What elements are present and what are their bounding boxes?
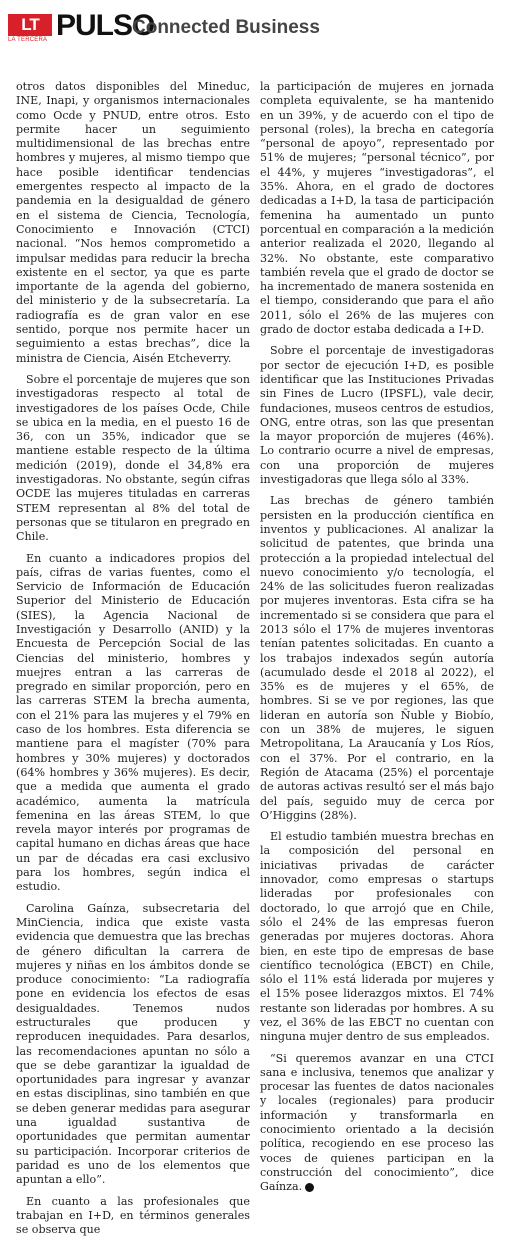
publication-title: PULSO — [56, 9, 155, 42]
section-title: Connected Business — [132, 17, 320, 38]
page-header — [0, 0, 512, 52]
paragraph: Las brechas de género también persisten en la producción científica en inventos y publicaciones. Al analizar la solicitud de patentes, que brinda una protección a la propiedad intelectual del nuevo conocimiento y/o tecnología, el 24% de las solicitudes fueron realizadas por mujeres inventoras. Esta cifra se ha incrementado si se considera que para el 2013 sólo el 17% de mujeres inventoras tenían patentes solicitadas. En cuanto a los trabajos indexados según autoría (acumulado desde el 2018 al 2022), el 35% es de mujeres y el 65%, de hombres. Si se ve por regiones, las que lideran en autoría son Ñuble y Biobío, con un 38% de mujeres, le siguen Metropolitana, La Araucanía y Los Ríos, con el 37%. Por el contrario, en la Región de Atacama (25%) el porcentaje de autoras activas resultó ser el más bajo del país, seguido muy de cerca por O’Higgins (28%). — [260, 494, 494, 822]
paragraph: Sobre el porcentaje de investigadoras por sector de ejecución I+D, es posible identificar que las Instituciones Privadas sin Fines de Lucro (IPSFL), vale decir, fundaciones, museos centros de estudios, ONG, entre otras, son las que presentan la mayor proporción de mujeres (46%). Lo contrario ocurre a nivel de empresas, con una proporción de mujeres investigadoras que llega sólo al 33%. — [260, 344, 495, 487]
paragraph-final — [260, 1052, 494, 1195]
article-column-right — [260, 80, 494, 1202]
paragraph: otros datos disponibles del Mineduc, INE, Inapi, y organismos internacionales como Ocde y PNUD, entre otros. Esto permite hacer un seguimiento multidimensional de las brechas entre hombres y mujeres, al mismo tiempo que hace posible identificar tendencias emergentes respecto al impacto de la pandemia en la desigualdad de género en el sistema de Ciencia, Tecnología, Conocimiento e Innovación (CTCI) nacional. “Nos hemos comprometido a impulsar medidas para reducir la brecha existente en el sector, ya que es parte importante de la agenda del gobierno, del ministerio y de la subsecretaría. La radiografía es de gran valor en ese sentido, porque nos permite hacer un seguimiento a estas brechas”, dice la ministra de Ciencia, Aisén Etcheverry. — [16, 80, 250, 365]
paragraph: Carolina Gaínza, subsecretaria del MinCiencia, indica que existe vasta evidencia que demuestra que las brechas de género dificultan la carrera de mujeres y niñas en los ámbitos donde se produce conocimiento: “La radiografía pone en evidencia los efectos de esas desigualdades. Tenemos nudos estructurales que producen y reproducen inequidades. Para desarlos, las recomendaciones apuntan no sólo a que se debe garantizar la igualdad de oportunidades para ingresar y avanzar en estas disciplinas, sino también en que se deben generar medidas para asegurar una igualdad sustantiva de oportunidades que permitan aumentar su participación. Incorporar criterios de paridad es uno de los elementos que apuntan a ello”. — [16, 901, 250, 1187]
paragraph: la participación de mujeres en jornada completa equivalente, se ha mantenido en un 39%, y de acuerdo con el tipo de personal (roles), la brecha en categoría “personal de apoyo”, representado por 51% de mujeres; “personal técnico”, por el 44%, y mujeres “investigadoras”, el 35%. Ahora, en el grado de doctores dedicadas a I+D, la tasa de participación femenina ha aumentado un punto porcentual en comparación a la medición anterior realizada el 2020, llegando al 32%. No obstante, este comparativo también revela que el grado de doctor se ha incrementado de manera sostenida en el tiempo, considerando que para el año 2011, sólo el 26% de las mujeres con grado de doctor estaba dedicada a I+D. — [260, 80, 494, 337]
paragraph: En cuanto a indicadores propios del país, cifras de varias fuentes, como el Servicio de Información de Educación Superior del Ministerio de Educación (SIES), la Agencia Nacional de Investigación y Desarrollo (ANID) y la Encuesta de Percepción Social de las Ciencias del ministerio, hombres y muejres entran a las carreras de pregrado en similar proporción, pero en las carreras STEM la brecha aumenta, con el 21% para las mujeres y el 79% en caso de los hombres. Esta diferencia se mantiene para el magíster (70% para hombres y 30% mujeres) y doctorados (64% hombres y 36% mujeres). Es decir, que a medida que aumenta el grado académico, aumenta la matrícula femenina en las áreas STEM, lo que revela mayor interés por programas de capital humano en dichas áreas que hace un par de décadas era casi exclusivo para los hombres, según indica el estudio. — [16, 551, 250, 894]
end-of-article-icon: P — [305, 1183, 314, 1192]
la-tercera-logo-subtitle: LA TERCERA — [8, 37, 48, 43]
article-column-left — [16, 80, 250, 1244]
paragraph: Sobre el porcentaje de mujeres que son investigadoras respecto al total de investigadores de los países Ocde, Chile se ubica en la media, en el puesto 16 de 36, con un 35%, indicador que se mantiene estable respecto de la última medición (2019), donde el 34,8% era investigadoras. No obstante, según cifras OCDE las mujeres tituladas en carreras STEM representan al 8% del total de personas que se titularon en pregrado en Chile. — [16, 372, 250, 544]
paragraph: En cuanto a las profesionales que trabajan en I+D, en términos generales se observa que — [16, 1194, 250, 1237]
paragraph: El estudio también muestra brechas en la composición del personal en iniciativas privadas de carácter innovador, como empresas o startups lideradas por profesionales con doctorado, lo que arrojó que en Chile, sólo el 24% de las empresas fueron generadas por mujeres doctoras. Ahora bien, en este tipo de empresas de base científico tecnológica (EBCT) en Chile, sólo el 11% está liderada por mujeres y el 15% posee liderazgos mixtos. El 74% restante son lideradas por hombres. A su vez, el 36% de las EBCT no cuentan con ninguna mujer dentro de sus empleados. — [260, 830, 494, 1044]
paragraph-final-text: “Si queremos avanzar en una CTCI sana e inclusiva, tenemos que analizar y procesar las fuentes de datos nacionales y locales (regionales) para producir información y transformarla en conocimiento orientado a la decisión política, recogiendo en ese proceso las voces de quienes participan en la construcción del conocimiento”, dice Gaínza. — [260, 1051, 494, 1194]
la-tercera-logo: LT — [8, 14, 52, 36]
